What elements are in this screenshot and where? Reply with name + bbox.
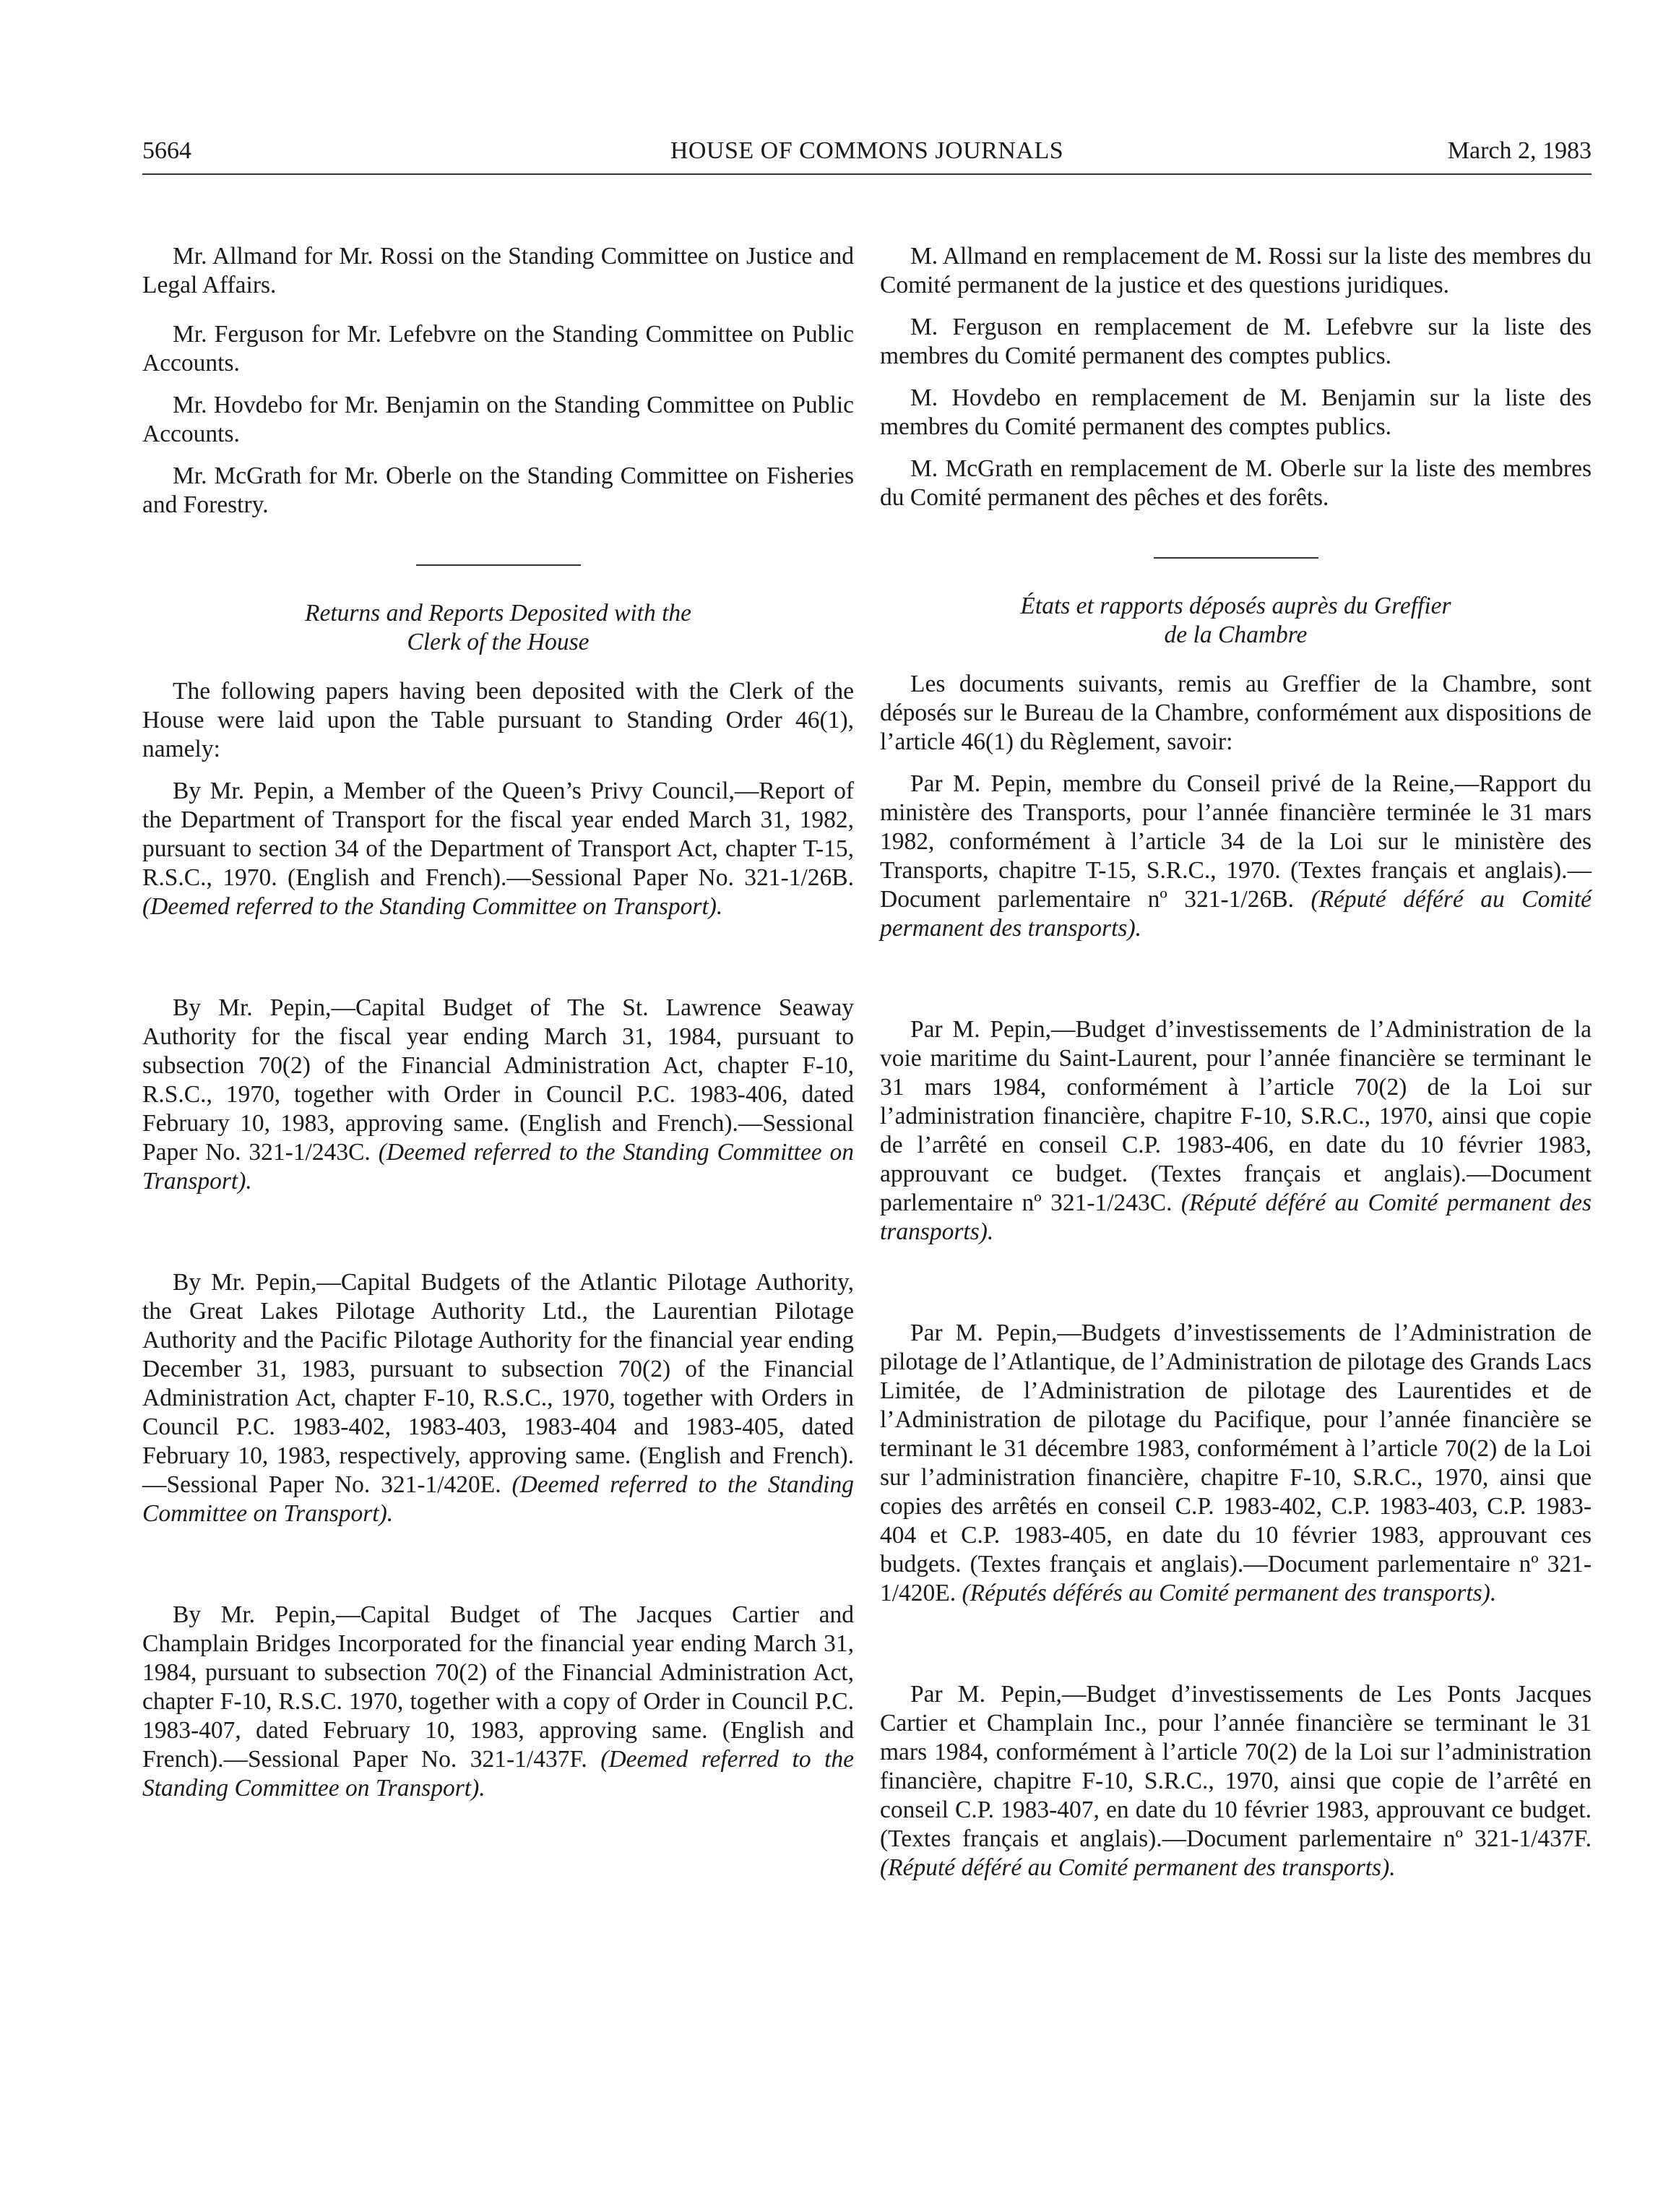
return-item: Par M. Pepin,—Budget d’investissements de Les Ponts Jacques Cartier et Champlain Inc., pour l’année financière se terminant le 31 mars 1984, conformément à l’article 70(2) de la Loi sur l’administration financière, chapitre F-10, S.R.C., 1970, ainsi que copie de l’arrêté en conseil C.P. 1983-407, en date du 10 février 1983, approuvant ce budget. (Textes français et anglais).—Document parlementaire nº 321-1/437F. (Réputé déféré au Comité permanent des transports). — [880, 1681, 1592, 1881]
page-number: 5664 — [142, 137, 191, 164]
section-heading: Returns and Reports Deposited with the Clerk of the House — [304, 600, 692, 655]
return-item: By Mr. Pepin,—Capital Budget of The Jacques Cartier and Champlain Bridges Incorporated for the financial year ending March 31, 1984, pursuant to subsection 70(2) of the Financial Administration Act, chapter F-10, R.S.C. 1970, together with a copy of Order in Council P.C. 1983-407, dated February 10, 1983, approving same. (English and French).—Sessional Paper No. 321-1/437F. (Deemed referred to the Standing Committee on Transport). — [142, 1601, 855, 1802]
return-item: Par M. Pepin,—Budgets d’investissements de l’Administration de pilotage de l’Atlantique, de l’Administration de pilotage des Grands Lacs Limitée, de l’Administration de pilotage des Laurentides et de l’Administration de pilotage du Pacifique, pour l’année financière se terminant le 31 décembre 1983, conformément à l’article 70(2) de la Loi sur l’administration financière, chapitre F-10, S.R.C., 1970, ainsi que copies des arrêtés en conseil C.P. 1983-402, C.P. 1983-403, C.P. 1983-404 et C.P. 1983-405, en date du 10 février 1983, approuvant ces budgets. (Textes français et anglais).—Document parlementaire nº 321-1/420E. (Réputés déférés au Comité permanent des transports). — [880, 1320, 1592, 1606]
english-column — [142, 242, 854, 1803]
intro-paragraph: Les documents suivants, remis au Greffier de la Chambre, sont déposés sur le Bureau de la Chambre, conformément aux dispositions de l’article 46(1) du Règlement, savoir: — [880, 671, 1592, 755]
return-item: By Mr. Pepin, a Member of the Queen’s Privy Council,—Report of the Department of Transport for the fiscal year ended March 31, 1982, pursuant to section 34 of the Department of Transport Act, chapter T-15, R.S.C., 1970. (English and French).—Sessional Paper No. 321-1/26B. (Deemed referred to the Standing Committee on Transport). — [142, 778, 854, 920]
return-item: By Mr. Pepin,—Capital Budgets of the Atlantic Pilotage Authority, the Great Lakes Pilotage Authority Ltd., the Laurentian Pilotage Authority and the Pacific Pilotage Authority for the financial year ending December 31, 1983, pursuant to subsection 70(2) of the Financial Administration Act, chapter F-10, R.S.C., 1970, together with Orders in Council P.C. 1983-402, 1983-403, 1983-404 and 1983-405, dated February 10, 1983, respectively, approving same. (English and French).—Sessional Paper No. 321-1/420E. (Deemed referred to the Standing Committee on Transport). — [142, 1269, 854, 1527]
return-item: Par M. Pepin, membre du Conseil privé de la Reine,—Rapport du ministère des Transports, pour l’année financière terminée le 31 mars 1982, conformément à l’article 34 de la Loi sur le ministère des Transports, chapitre T-15, S.R.C., 1970. (Textes français et anglais).—Document parlementaire nº 321-1/26B. (Réputé déféré au Comité permanent des transports). — [880, 770, 1592, 942]
committee-change: Mr. Ferguson for Mr. Lefebvre on the Standing Committee on Public Accounts. — [142, 321, 854, 376]
page-header — [142, 137, 1592, 175]
committee-change: Mr. McGrath for Mr. Oberle on the Standing Committee on Fisheries and Forestry. — [142, 462, 854, 518]
committee-change: M. Ferguson en remplacement de M. Lefebvre sur la liste des membres du Comité permanent des comptes publics. — [880, 314, 1592, 369]
committee-change: M. Allmand en remplacement de M. Rossi sur la liste des membres du Comité permanent de la justice et des questions juridiques. — [880, 243, 1592, 298]
committee-change: M. Hovdebo en remplacement de M. Benjamin sur la liste des membres du Comité permanent des comptes publics. — [880, 384, 1592, 440]
intro-paragraph: The following papers having been deposited with the Clerk of the House were laid upon the Table pursuant to Standing Order 46(1), namely: — [142, 678, 854, 762]
section-heading: États et rapports déposés auprès du Greffier de la Chambre — [1020, 593, 1451, 648]
committee-change: Mr. Allmand for Mr. Rossi on the Standing Committee on Justice and Legal Affairs. — [142, 243, 854, 298]
committee-change: Mr. Hovdebo for Mr. Benjamin on the Standing Committee on Public Accounts. — [142, 392, 854, 447]
return-item: By Mr. Pepin,—Capital Budget of The St. Lawrence Seaway Authority for the fiscal year ending March 31, 1984, pursuant to subsection 70(2) of the Financial Administration Act, chapter F-10, R.S.C., 1970, together with Order in Council P.C. 1983-406, dated February 10, 1983, approving same. (English and French).—Sessional Paper No. 321-1/243C. (Deemed referred to the Standing Committee on Transport). — [142, 994, 854, 1195]
journal-title: HOUSE OF COMMONS JOURNALS — [670, 137, 1064, 164]
french-column — [880, 242, 1592, 1882]
return-item: Par M. Pepin,—Budget d’investissements de l’Administration de la voie maritime du Saint-Laurent, pour l’année financière se terminant le 31 mars 1984, conformément à l’article 70(2) de la Loi sur l’administration financière, chapitre F-10, S.R.C., 1970, ainsi que copie de l’arrêté en conseil C.P. 1983-406, en date du 10 février 1983, approuvant ce budget. (Textes français et anglais).—Document parlementaire nº 321-1/243C. (Réputé déféré au Comité permanent des transports). — [880, 1016, 1592, 1245]
journal-date: March 2, 1983 — [1447, 137, 1592, 164]
committee-change: M. McGrath en remplacement de M. Oberle sur la liste des membres du Comité permanent des pêches et des forêts. — [880, 455, 1592, 511]
